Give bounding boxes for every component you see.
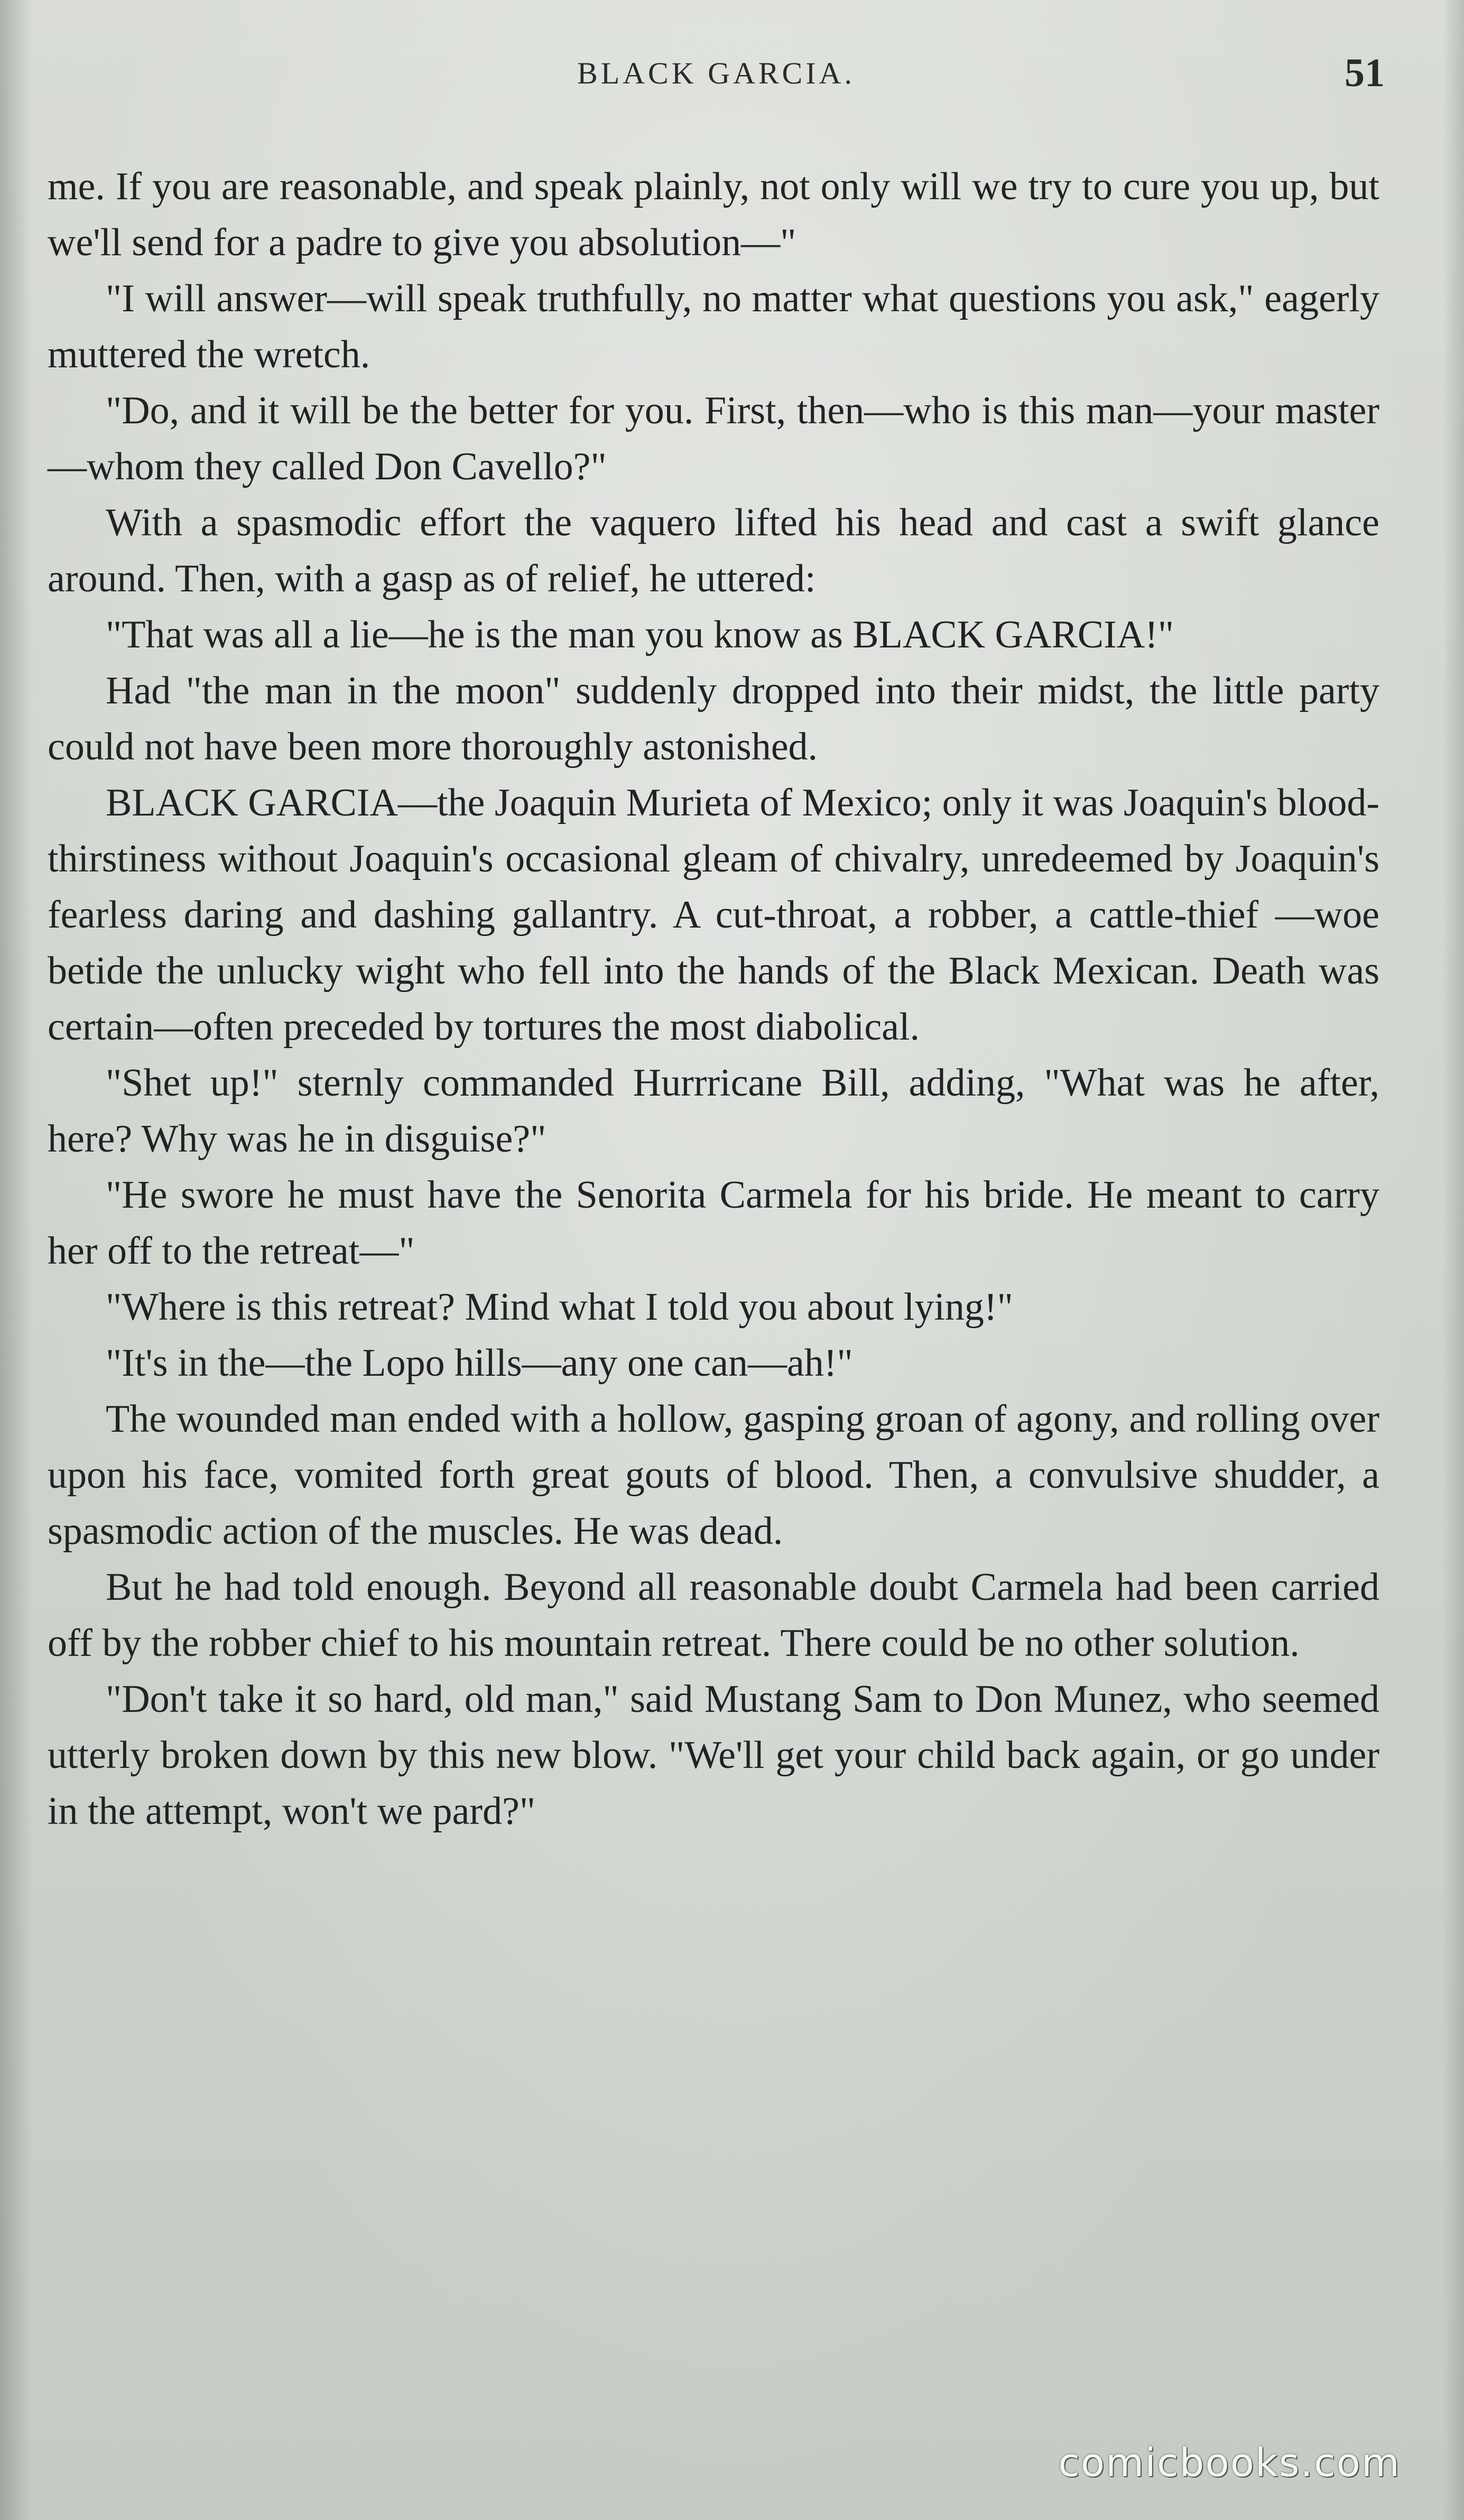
paragraph: Had "the man in the moon" suddenly dropped into their midst, the little party could not have been more thoroughly astonished. <box>48 669 1379 768</box>
paragraph: "It's in the—the Lopo hills—any one can—ah!" <box>106 1341 853 1385</box>
page-header <box>48 51 1385 98</box>
paragraph: "I will answer—will speak truthfully, no matter what questions you ask," eagerly muttered the wretch. <box>48 277 1379 376</box>
paragraph: BLACK GARCIA—the Joaquin Murieta of Mexico; only it was Joaquin's blood-thirstiness without Joaquin's occasional gleam of chivalry, unredeemed by Joaquin's fearless daring and dashing gallantry. A cut-throat, a robber, a cattle-thief —woe betide the unlucky wight who fell into the hands of the Black Mexican. Death was certain—often preceded by tortures the most diabolical. <box>48 781 1379 1049</box>
paragraph: With a spasmodic effort the vaquero lifted his head and cast a swift glance around. Then, with a gasp as of relief, he uttered: <box>48 501 1379 600</box>
paragraph: "He swore he must have the Senorita Carmela for his bride. He meant to carry her off to the retreat—" <box>48 1173 1379 1273</box>
paragraph: "That was all a lie—he is the man you know as BLACK GARCIA!" <box>106 613 1174 656</box>
paragraph: "Don't take it so hard, old man," said Mustang Sam to Don Munez, who seemed utterly broken down by this new blow. "We'll get your child back again, or go under in the attempt, won't we pard?" <box>48 1678 1379 1833</box>
paragraph: "Shet up!" sternly commanded Hurrricane Bill, adding, "What was he after, here? Why was he in disguise?" <box>48 1061 1379 1161</box>
paragraph: "Where is this retreat? Mind what I told you about lying!" <box>106 1285 1013 1329</box>
paragraph: But he had told enough. Beyond all reasonable doubt Carmela had been carried off by the robber chief to his mountain retreat. There could be no other solution. <box>48 1565 1379 1665</box>
page-shadow-right <box>1443 0 1464 2520</box>
site-watermark: comicbooks.com <box>1058 2440 1401 2486</box>
paragraph: me. If you are reasonable, and speak plainly, not only will we try to cure you up, but we'll send for a padre to give you absolution—" <box>48 165 1379 264</box>
running-title: BLACK GARCIA. <box>577 56 855 90</box>
body-text <box>48 159 1379 1839</box>
paragraph: "Do, and it will be the better for you. First, then—who is this man—your master—whom they called Don Cavello?" <box>48 389 1379 488</box>
page-shadow-left <box>0 0 32 2520</box>
paragraph: The wounded man ended with a hollow, gasping groan of agony, and rolling over upon his face, vomited forth great gouts of blood. Then, a convulsive shudder, a spasmodic action of the muscles. He was dead. <box>48 1397 1379 1553</box>
page-number: 51 <box>1345 51 1385 95</box>
